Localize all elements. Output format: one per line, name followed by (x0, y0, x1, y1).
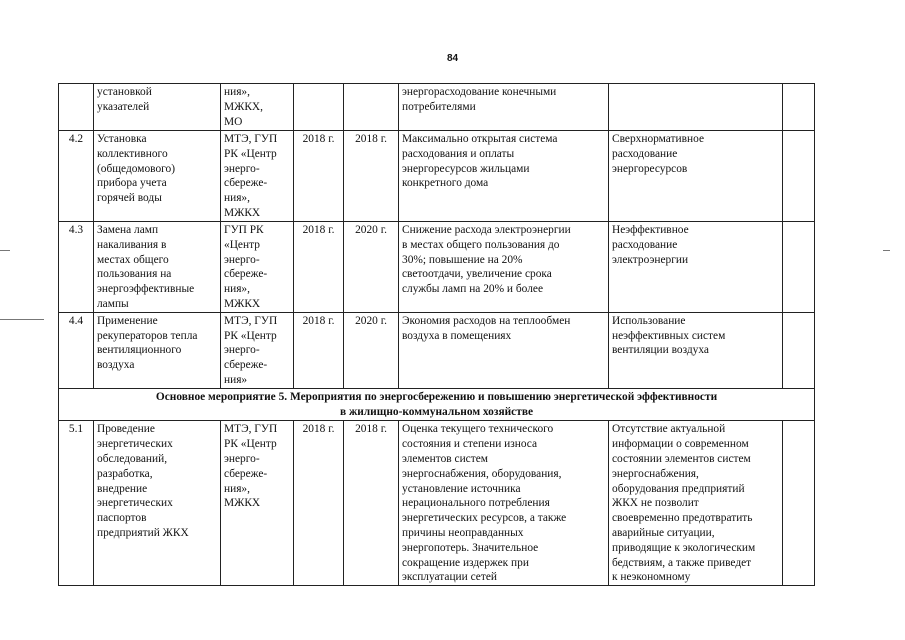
expected-result: Оценка текущего технического состояния и степени износа элементов систем энергоснабжения, оборудования, установление источника нерационального потребления энергетических ресурсов, а также причины неоправданных энергопотерь. Значительное сокращение издержек при эксплуатации сетей (399, 421, 609, 586)
consequence: Сверхнормативное расходование энергоресурсов (609, 131, 783, 222)
page-number: 84 (446, 53, 459, 64)
table-row (59, 421, 815, 586)
row-number (59, 84, 94, 131)
extra-cell (783, 84, 815, 131)
consequence: Использование неэффективных систем вентиляции воздуха (609, 312, 783, 388)
row-number: 4.2 (59, 131, 94, 222)
row-number: 4.3 (59, 222, 94, 313)
extra-cell (783, 312, 815, 388)
consequence: Неэффективное расходование электроэнергии (609, 222, 783, 313)
scan-mark (883, 250, 890, 251)
row-number: 4.4 (59, 312, 94, 388)
start-year (294, 84, 344, 131)
measure-name: Установка коллективного (общедомового) прибора учета горячей воды (94, 131, 221, 222)
start-year: 2018 г. (294, 421, 344, 586)
extra-cell (783, 131, 815, 222)
executor: ния», МЖКХ, МО (221, 84, 294, 131)
expected-result: Снижение расхода электроэнергии в местах общего пользования до 30%; повышение на 20% светоотдачи, увеличение срока службы ламп на 20% и более (399, 222, 609, 313)
start-year: 2018 г. (294, 222, 344, 313)
executor: МТЭ, ГУП РК «Центр энерго- сбереже- ния», МЖКХ (221, 421, 294, 586)
scan-mark (0, 319, 44, 320)
end-year (344, 84, 399, 131)
consequence: Отсутствие актуальной информации о современном состоянии элементов систем энергоснабжения, оборудования предприятий ЖКХ не позволит своевременно предотвратить аварийные ситуации, приводящие к экологическим бедствиям, а также приведет к неэкономному (609, 421, 783, 586)
section-heading-row (59, 388, 815, 421)
extra-cell (783, 421, 815, 586)
end-year: 2018 г. (344, 421, 399, 586)
measure-name: Замена ламп накаливания в местах общего пользования на энергоэффективные лампы (94, 222, 221, 313)
measures-table (58, 83, 815, 586)
table-row (59, 222, 815, 313)
expected-result: Экономия расходов на теплообмен воздуха в помещениях (399, 312, 609, 388)
start-year: 2018 г. (294, 131, 344, 222)
executor: МТЭ, ГУП РК «Центр энерго- сбереже- ния», МЖКХ (221, 131, 294, 222)
extra-cell (783, 222, 815, 313)
expected-result: энергорасходование конечными потребителями (399, 84, 609, 131)
table-row (59, 131, 815, 222)
scan-mark (0, 250, 10, 251)
table-row (59, 84, 815, 131)
measure-name: Проведение энергетических обследований, разработка, внедрение энергетических паспортов предприятий ЖКХ (94, 421, 221, 586)
measure-name: установкой указателей (94, 84, 221, 131)
consequence (609, 84, 783, 131)
executor: МТЭ, ГУП РК «Центр энерго- сбереже- ния» (221, 312, 294, 388)
end-year: 2018 г. (344, 131, 399, 222)
executor: ГУП РК «Центр энерго- сбереже- ния», МЖКХ (221, 222, 294, 313)
start-year: 2018 г. (294, 312, 344, 388)
end-year: 2020 г. (344, 222, 399, 313)
expected-result: Максимально открытая система расходования и оплаты энергоресурсов жильцами конкретного дома (399, 131, 609, 222)
row-number: 5.1 (59, 421, 94, 586)
end-year: 2020 г. (344, 312, 399, 388)
table-row (59, 312, 815, 388)
measure-name: Применение рекуператоров тепла вентиляционного воздуха (94, 312, 221, 388)
section-heading: Основное мероприятие 5. Мероприятия по энергосбережению и повышению энергетической эффективности в жилищно-коммунальном хозяйстве (59, 388, 815, 421)
